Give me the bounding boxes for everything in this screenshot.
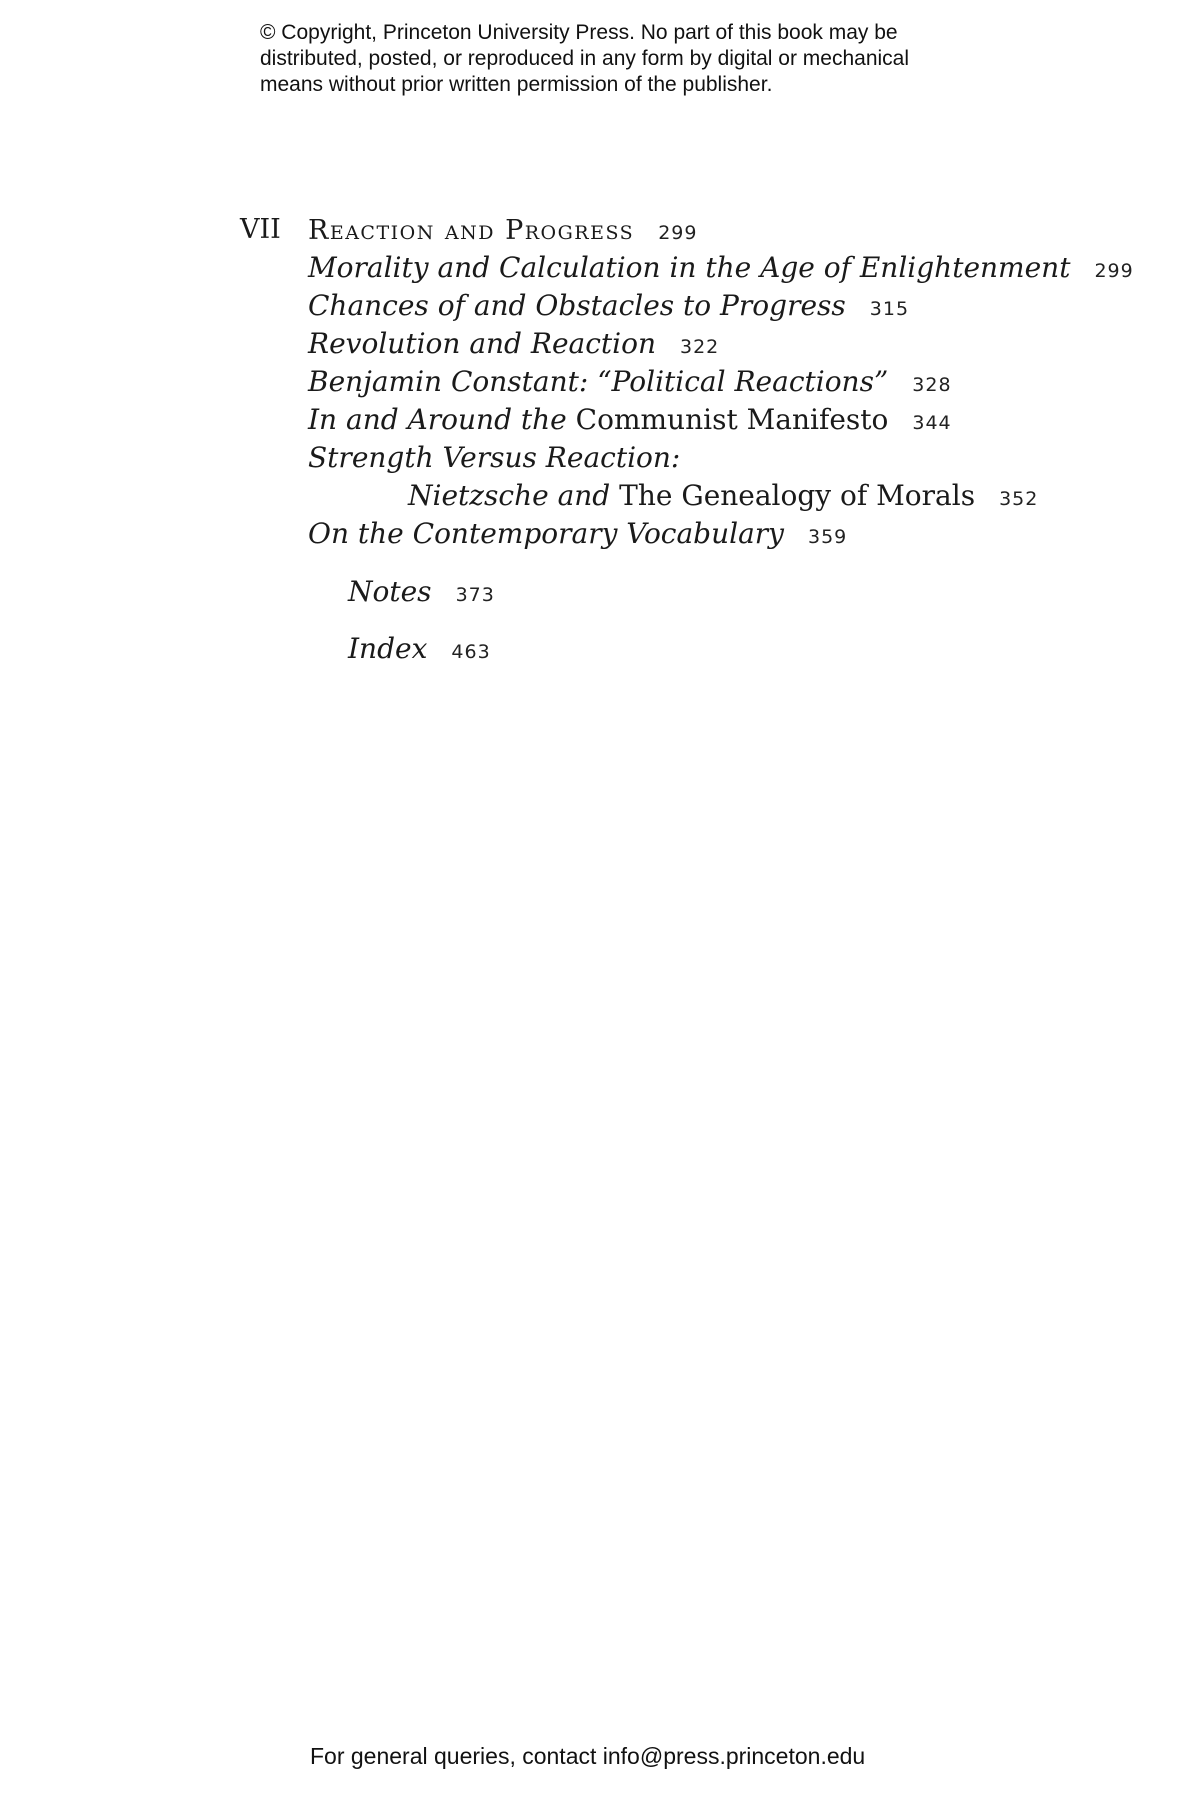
toc-entry-title: Revolution and Reaction	[308, 327, 656, 360]
part-title: Reaction and Progress	[308, 215, 635, 246]
toc-entry	[308, 250, 1134, 289]
toc-entry	[308, 440, 680, 476]
copyright-notice-line: distributed, posted, or reproduced in any form by digital or mechanical	[260, 47, 910, 70]
part-heading	[308, 212, 697, 251]
toc-entry-continuation	[408, 478, 1038, 517]
toc-entry-title-italic: In and Around the	[308, 403, 567, 436]
toc-entry	[308, 364, 952, 403]
back-matter-title: Notes	[348, 575, 432, 608]
toc-entry	[308, 288, 909, 327]
back-matter-title: Index	[348, 632, 428, 665]
toc-entry-title: Morality and Calculation in the Age of Enlightenment	[308, 251, 1071, 284]
copyright-notice-line: means without prior written permission of the publisher.	[260, 73, 773, 96]
copyright-notice-line: © Copyright, Princeton University Press. No part of this book may be	[260, 21, 898, 44]
part-number: VII	[240, 214, 281, 245]
copyright-notice	[260, 20, 980, 98]
page-number: 315	[869, 298, 910, 320]
page-number: 328	[912, 374, 952, 396]
page-number: 344	[912, 412, 952, 434]
toc-entry-title: Chances of and Obstacles to Progress	[308, 289, 846, 322]
toc-entry-title: Strength Versus Reaction:	[308, 441, 681, 474]
page-number: 299	[658, 222, 698, 244]
page-number: 359	[808, 526, 848, 548]
toc-entry-title: On the Contemporary Vocabulary	[308, 517, 784, 550]
page-number: 322	[680, 336, 720, 358]
footer-contact: For general queries, contact info@press.princeton.edu	[310, 1743, 866, 1769]
toc-entry-title-roman: The Genealogy of Morals	[619, 479, 976, 512]
page-number: 463	[451, 641, 491, 663]
toc-entry-title: Benjamin Constant: “Political Reactions”	[308, 365, 889, 398]
back-matter-entry	[348, 574, 495, 613]
page-number: 299	[1094, 260, 1134, 282]
page-number: 373	[455, 584, 495, 606]
back-matter-entry	[348, 631, 491, 670]
toc-entry	[308, 402, 952, 441]
toc-entry-title-roman: Communist Manifesto	[575, 403, 889, 436]
toc-entry-title-italic: Nietzsche and	[408, 479, 611, 512]
page-number: 352	[999, 488, 1039, 510]
toc-entry	[308, 516, 847, 555]
toc-entry	[308, 326, 719, 365]
